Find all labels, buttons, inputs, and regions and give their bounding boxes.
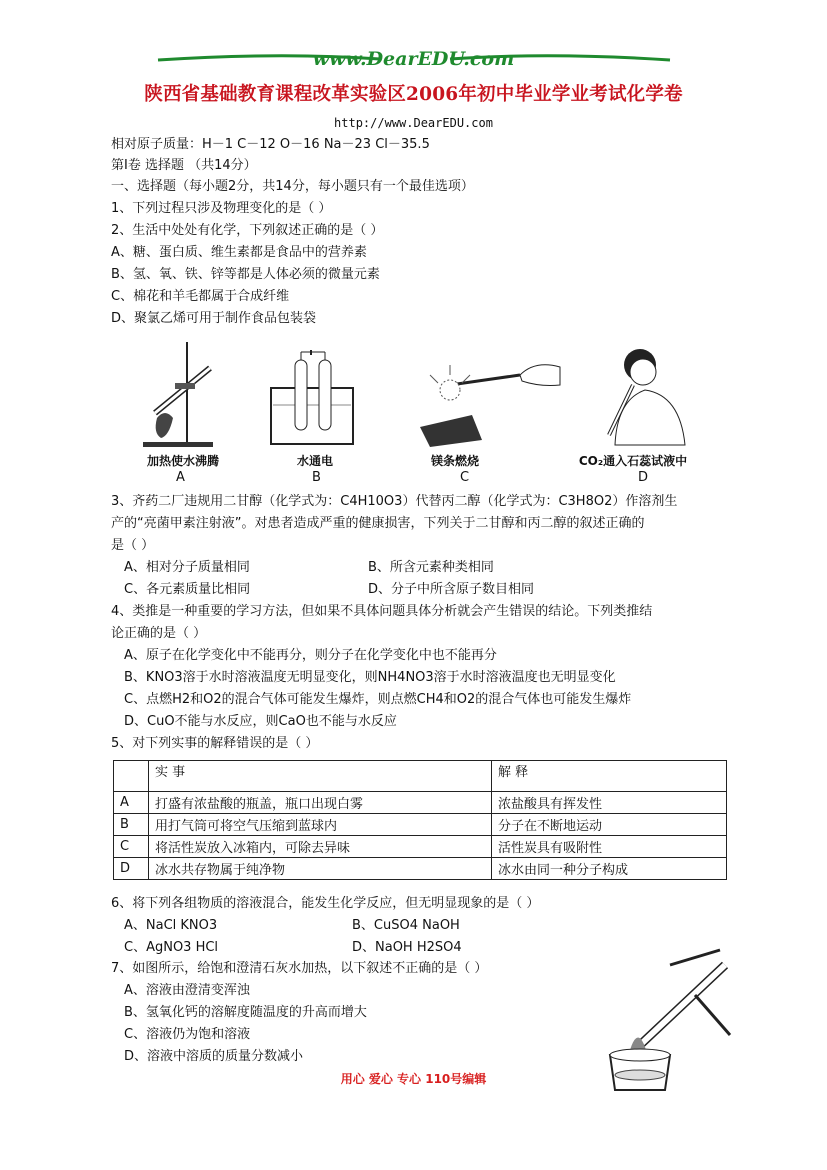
question-6-option-d: D、NaOH H2SO4 <box>352 940 462 955</box>
question-3-option-a: A、相对分子质量相同 <box>124 560 250 575</box>
atomic-mass-line: 相对原子质量：H－1 C－12 O－16 Na－23 Cl－35.5 <box>111 137 430 152</box>
question-2-option-a: A、糖、蛋白质、维生素都是食品中的营养素 <box>111 245 367 260</box>
figure-c-letter: C <box>460 470 470 485</box>
table-cell: D <box>114 858 149 880</box>
question-5-table <box>113 760 727 880</box>
question-2-option-c: C、棉花和羊毛都属于合成纤维 <box>111 289 290 304</box>
question-3-line-2: 产的“亮菌甲素注射液”。对患者造成严重的健康损害，下列关于二甘醇和丙二醇的叙述正确的 <box>111 516 645 531</box>
section-heading: 一、选择题（每小题2分，共14分，每小题只有一个最佳选项） <box>111 179 474 194</box>
question-3-option-d: D、分子中所含原子数目相同 <box>368 582 535 597</box>
table-cell: 分子在不断地运动 <box>492 814 727 836</box>
figure-d-image <box>595 340 695 450</box>
figure-a-image <box>135 338 225 450</box>
question-4-option-d: D、CuO不能与水反应，则CaO也不能与水反应 <box>124 714 397 729</box>
question-7-option-d: D、溶液中溶质的质量分数减小 <box>124 1049 304 1064</box>
question-4-option-a: A、原子在化学变化中不能再分，则分子在化学变化中也不能再分 <box>124 648 497 663</box>
table-cell: C <box>114 836 149 858</box>
question-2-option-b: B、氢、氧、铁、锌等都是人体必须的微量元素 <box>111 267 380 282</box>
table-row <box>114 814 727 836</box>
question-3-option-c: C、各元素质量比相同 <box>124 582 251 597</box>
table-cell: 冰水共存物属于纯净物 <box>149 858 492 880</box>
question-2-option-d: D、聚氯乙烯可用于制作食品包装袋 <box>111 311 317 326</box>
question-7-option-c: C、溶液仍为饱和溶液 <box>124 1027 251 1042</box>
site-banner: www.DearEDU.com <box>312 48 515 70</box>
figure-b-caption: 水通电 <box>296 454 333 468</box>
table-header-cell: 实 事 <box>149 761 492 792</box>
table-row <box>114 836 727 858</box>
question-4-option-b: B、KNO3溶于水时溶液温度无明显变化，则NH4NO3溶于水时溶液温度也无明显变化 <box>124 670 616 685</box>
question-3-option-b: B、所含元素种类相同 <box>368 560 494 575</box>
figure-c-caption: 镁条燃烧 <box>430 454 479 468</box>
question-2-stem: 2、生活中处处有化学，下列叙述正确的是（ ） <box>111 223 384 238</box>
question-4-line-1: 4、类推是一种重要的学习方法，但如果不具体问题具体分析就会产生错误的结论。下列类推结 <box>111 604 653 619</box>
page-title: 陕西省基础教育课程改革实验区2006年初中毕业学业考试化学卷 <box>144 84 683 105</box>
figure-d-letter: D <box>638 470 649 485</box>
figure-b-image <box>265 350 360 450</box>
question-4-option-c: C、点燃H2和O2的混合气体可能发生爆炸，则点燃CH4和O2的混合气体也可能发生爆炸 <box>124 692 632 707</box>
figure-b-letter: B <box>312 470 321 485</box>
table-cell: 用打气筒可将空气压缩到蓝球内 <box>149 814 492 836</box>
figure-a-letter: A <box>176 470 185 485</box>
figure-c-image <box>410 345 570 450</box>
question-6-option-a: A、NaCl KNO3 <box>124 918 218 933</box>
question-6-stem: 6、将下列各组物质的溶液混合，能发生化学反应，但无明显现象的是（ ） <box>111 896 540 911</box>
table-cell: 打盛有浓盐酸的瓶盖，瓶口出现白雾 <box>149 792 492 814</box>
table-cell: A <box>114 792 149 814</box>
table-row <box>114 858 727 880</box>
site-url: http://www.DearEDU.com <box>334 116 493 130</box>
table-header-cell <box>114 761 149 792</box>
figure-a-caption: 加热使水沸腾 <box>146 454 219 468</box>
question-7-option-b: B、氢氧化钙的溶解度随温度的升高而增大 <box>124 1005 367 1020</box>
question-3-line-3: 是（ ） <box>111 538 155 553</box>
table-header-cell: 解 释 <box>492 761 727 792</box>
table-cell: 活性炭具有吸附性 <box>492 836 727 858</box>
page-footer: 用心 爱心 专心 110号编辑 <box>340 1072 487 1086</box>
table-cell: 浓盐酸具有挥发性 <box>492 792 727 814</box>
question-7-option-a: A、溶液由澄清变浑浊 <box>124 983 250 998</box>
question-4-line-2: 论正确的是（ ） <box>111 626 207 641</box>
part-heading: 第Ⅰ卷 选择题 （共14分） <box>111 158 257 173</box>
question-7-stem: 7、如图所示，给饱和澄清石灰水加热，以下叙述不正确的是（ ） <box>111 961 488 976</box>
question-5-stem: 5、对下列实事的解释错误的是（ ） <box>111 736 319 751</box>
table-header-row <box>114 761 727 792</box>
table-cell: B <box>114 814 149 836</box>
question-6-option-b: B、CuSO4 NaOH <box>352 918 460 933</box>
question-1-stem: 1、下列过程只涉及物理变化的是（ ） <box>111 201 332 216</box>
table-cell: 冰水由同一种分子构成 <box>492 858 727 880</box>
table-row <box>114 792 727 814</box>
question-6-option-c: C、AgNO3 HCl <box>124 940 219 955</box>
question-3-line-1: 3、齐药二厂违规用二甘醇（化学式为：C4H10O3）代替丙二醇（化学式为：C3H8O2）作溶剂生 <box>111 494 678 509</box>
figure-d-caption: CO₂通入石蕊试液中 <box>578 454 688 468</box>
table-cell: 将活性炭放入冰箱内，可除去异味 <box>149 836 492 858</box>
